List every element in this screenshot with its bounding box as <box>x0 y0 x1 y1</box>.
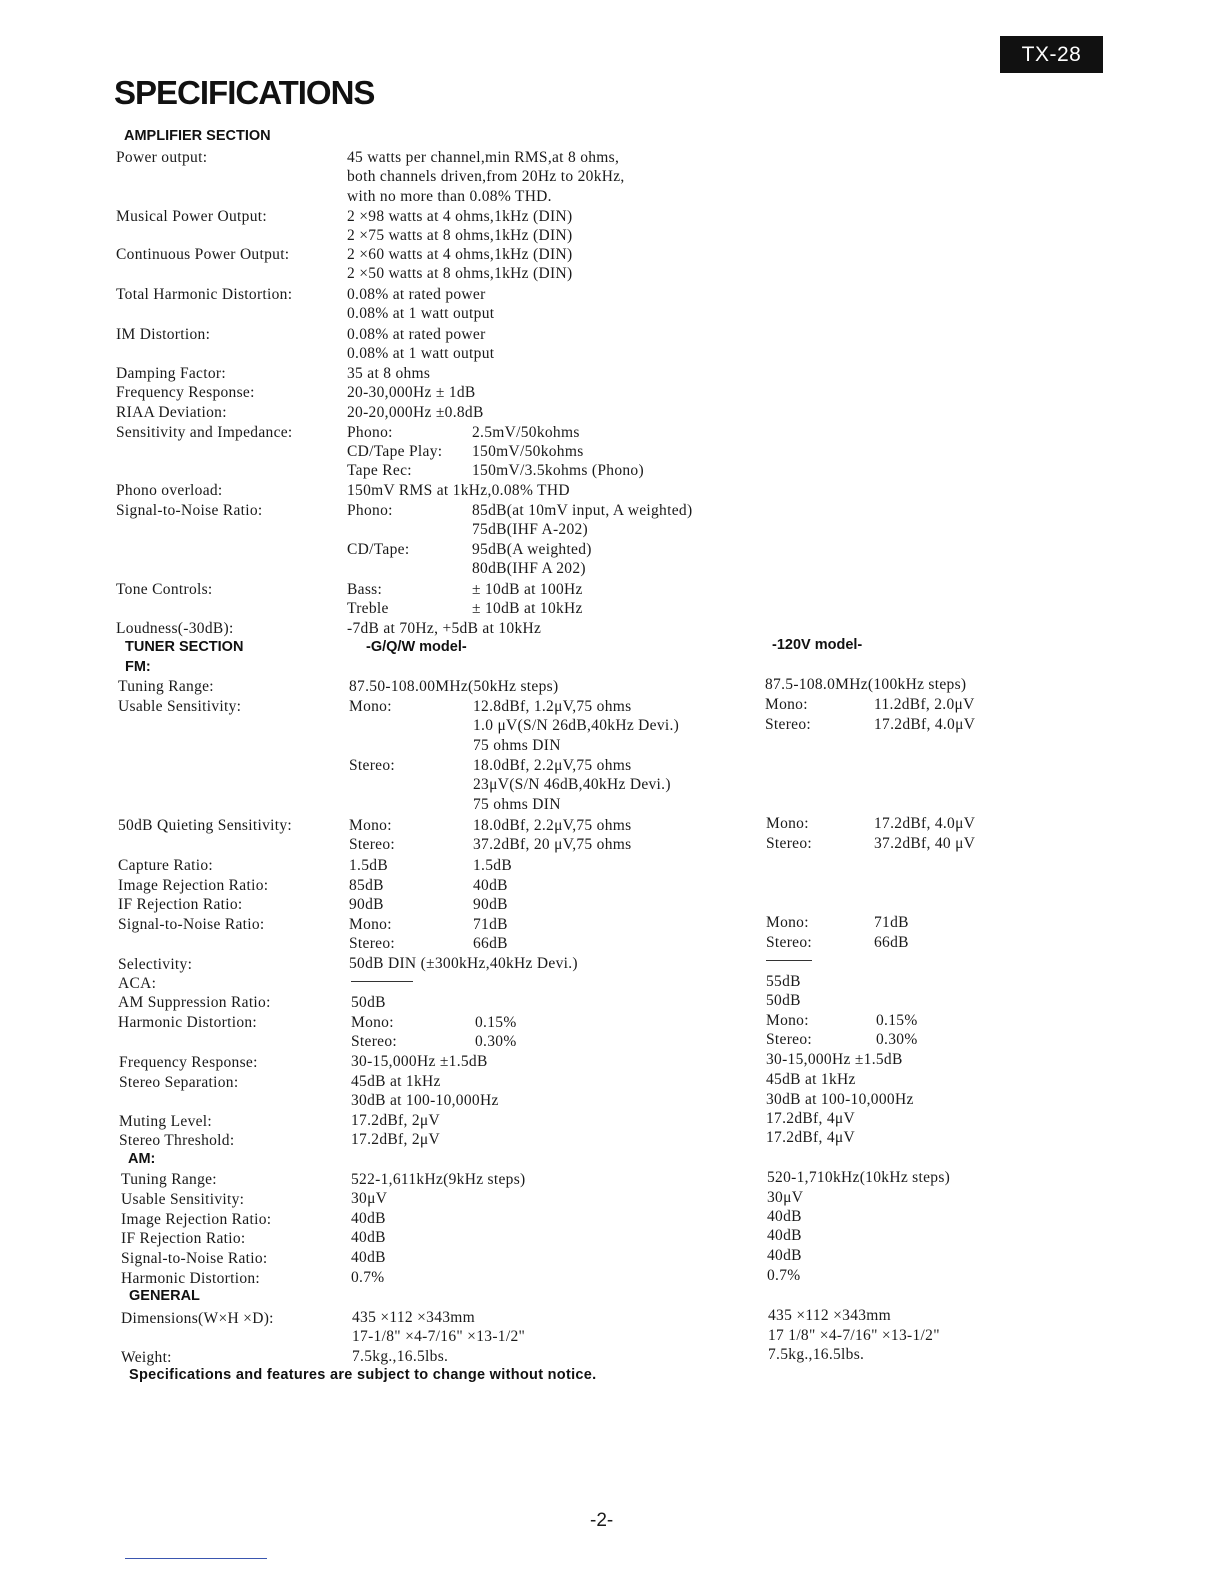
spec-value: 75 ohms DIN <box>473 737 561 754</box>
spec-value: 17-1/8" ×4-7/16" ×13-1/2" <box>352 1328 526 1345</box>
spec-value: 23μV(S/N 46dB,40kHz Devi.) <box>473 776 671 793</box>
spec-value: with no more than 0.08% THD. <box>347 188 552 205</box>
spec-value: 18.0dBf, 2.2μV,75 ohms <box>473 757 632 774</box>
spec-key: Stereo: <box>349 836 396 853</box>
spec-value: 90dB <box>473 896 508 913</box>
spec-label: Tuning Range: <box>121 1171 217 1188</box>
spec-label: Loudness(-30dB): <box>116 620 234 637</box>
spec-value: 17.2dBf, 2μV <box>351 1112 440 1129</box>
spec-value: 45 watts per channel,min RMS,at 8 ohms, <box>347 149 620 166</box>
spec-value: both channels driven,from 20Hz to 20kHz, <box>347 168 625 185</box>
spec-key: Stereo: <box>766 934 813 951</box>
am-heading: AM: <box>128 1151 156 1167</box>
spec-key: Mono: <box>765 696 808 713</box>
spec-label: Harmonic Distortion: <box>121 1270 261 1287</box>
spec-value: 37.2dBf, 40 μV <box>874 835 976 852</box>
model-column-heading: -G/Q/W model- <box>366 639 467 655</box>
spec-key: Mono: <box>766 1012 809 1029</box>
spec-label: Usable Sensitivity: <box>121 1191 245 1208</box>
spec-label: ACA: <box>118 975 157 992</box>
spec-value: 85dB <box>349 877 384 894</box>
spec-value: 150mV/50kohms <box>472 443 584 460</box>
spec-value: 0.7% <box>767 1267 801 1284</box>
spec-key: Stereo: <box>349 935 396 952</box>
spec-label: Frequency Response: <box>119 1054 258 1071</box>
spec-label: Image Rejection Ratio: <box>118 877 269 894</box>
spec-value: 75dB(IHF A-202) <box>472 521 589 538</box>
spec-label: Damping Factor: <box>116 365 226 382</box>
spec-value: 2 ×75 watts at 8 ohms,1kHz (DIN) <box>347 227 573 244</box>
page-title: SPECIFICATIONS <box>114 74 375 111</box>
spec-value: 30μV <box>351 1190 388 1207</box>
spec-key: Phono: <box>347 424 393 441</box>
spec-value: 71dB <box>473 916 508 933</box>
spec-value: ± 10dB at 100Hz <box>472 581 583 598</box>
spec-value: 7.5kg.,16.5lbs. <box>352 1348 449 1365</box>
spec-value: 30-15,000Hz ±1.5dB <box>766 1051 903 1068</box>
spec-label: Total Harmonic Distortion: <box>116 286 293 303</box>
spec-value: 75 ohms DIN <box>473 796 561 813</box>
spec-value: -7dB at 70Hz, +5dB at 10kHz <box>347 620 542 637</box>
spec-value: 37.2dBf, 20 μV,75 ohms <box>473 836 632 853</box>
spec-value: 20-20,000Hz ±0.8dB <box>347 404 484 421</box>
spec-value: 0.30% <box>876 1031 918 1048</box>
spec-value: 71dB <box>874 914 909 931</box>
spec-value: 0.08% at 1 watt output <box>347 305 495 322</box>
empty-value-dash <box>351 981 413 982</box>
spec-label: Stereo Threshold: <box>119 1132 235 1149</box>
spec-value: 85dB(at 10mV input, A weighted) <box>472 502 693 519</box>
spec-value: 1.5dB <box>473 857 512 874</box>
spec-value: 0.30% <box>475 1033 517 1050</box>
spec-key: Stereo: <box>765 716 812 733</box>
spec-value: 17.2dBf, 4μV <box>766 1129 855 1146</box>
spec-value: 87.5-108.0MHz(100kHz steps) <box>765 676 967 693</box>
spec-label: IF Rejection Ratio: <box>121 1230 246 1247</box>
spec-value: 12.8dBf, 1.2μV,75 ohms <box>473 698 632 715</box>
spec-key: Mono: <box>766 914 809 931</box>
spec-value: 7.5kg.,16.5lbs. <box>768 1346 865 1363</box>
spec-value: 35 at 8 ohms <box>347 365 431 382</box>
spec-value: 30-15,000Hz ±1.5dB <box>351 1053 488 1070</box>
spec-label: Weight: <box>121 1349 172 1366</box>
spec-value: 1.0 μV(S/N 26dB,40kHz Devi.) <box>473 717 680 734</box>
spec-key: Stereo: <box>766 1031 813 1048</box>
spec-value: ± 10dB at 10kHz <box>472 600 583 617</box>
fm-heading: FM: <box>125 659 151 675</box>
spec-value: 0.08% at 1 watt output <box>347 345 495 362</box>
spec-value: 17.2dBf, 4μV <box>766 1110 855 1127</box>
model-column-heading: -120V model- <box>772 637 863 653</box>
spec-label: RIAA Deviation: <box>116 404 227 421</box>
spec-value: 40dB <box>351 1249 386 1266</box>
spec-value: 2 ×60 watts at 4 ohms,1kHz (DIN) <box>347 246 573 263</box>
spec-value: 90dB <box>349 896 384 913</box>
spec-value: 50dB <box>351 994 386 1011</box>
spec-value: 95dB(A weighted) <box>472 541 592 558</box>
spec-value: 2 ×50 watts at 8 ohms,1kHz (DIN) <box>347 265 573 282</box>
spec-key: Bass: <box>347 581 383 598</box>
spec-value: 50dB DIN (±300kHz,40kHz Devi.) <box>349 955 578 972</box>
spec-value: 66dB <box>874 934 909 951</box>
empty-value-dash <box>766 960 812 961</box>
general-section-heading: GENERAL <box>129 1288 200 1304</box>
spec-label: Muting Level: <box>119 1113 213 1130</box>
spec-value: 2.5mV/50kohms <box>472 424 580 441</box>
page-number: -2- <box>590 1510 614 1531</box>
spec-value: 150mV/3.5kohms (Phono) <box>472 462 644 479</box>
spec-value: 520-1,710kHz(10kHz steps) <box>767 1169 951 1186</box>
spec-value: 2 ×98 watts at 4 ohms,1kHz (DIN) <box>347 208 573 225</box>
spec-label: Tone Controls: <box>116 581 213 598</box>
spec-value: 1.5dB <box>349 857 388 874</box>
spec-value: 150mV RMS at 1kHz,0.08% THD <box>347 482 570 499</box>
spec-label: Signal-to-Noise Ratio: <box>116 502 263 519</box>
spec-value: 435 ×112 ×343mm <box>768 1307 892 1324</box>
spec-label: Tuning Range: <box>118 678 214 695</box>
spec-label: Usable Sensitivity: <box>118 698 242 715</box>
spec-label: Harmonic Distortion: <box>118 1014 258 1031</box>
spec-value: 17.2dBf, 4.0μV <box>874 716 976 733</box>
spec-key: Mono: <box>351 1014 394 1031</box>
spec-value: 55dB <box>766 973 801 990</box>
spec-label: Signal-to-Noise Ratio: <box>118 916 265 933</box>
spec-label: Phono overload: <box>116 482 223 499</box>
spec-key: Mono: <box>349 698 392 715</box>
tuner-section-heading: TUNER SECTION <box>125 639 244 655</box>
spec-key: Treble <box>347 600 389 617</box>
spec-value: 30dB at 100-10,000Hz <box>351 1092 499 1109</box>
spec-label: AM Suppression Ratio: <box>118 994 271 1011</box>
spec-value: 45dB at 1kHz <box>766 1071 856 1088</box>
spec-label: Stereo Separation: <box>119 1074 239 1091</box>
spec-key: Stereo: <box>349 757 396 774</box>
spec-key: Phono: <box>347 502 393 519</box>
model-badge: TX-28 <box>1000 36 1103 73</box>
spec-key: Mono: <box>766 815 809 832</box>
spec-label: Dimensions(W×H ×D): <box>121 1310 274 1327</box>
spec-value: 0.15% <box>876 1012 918 1029</box>
spec-label: IF Rejection Ratio: <box>118 896 243 913</box>
spec-value: 0.15% <box>475 1014 517 1031</box>
spec-value: 40dB <box>767 1227 802 1244</box>
spec-label: 50dB Quieting Sensitivity: <box>118 817 293 834</box>
spec-key: CD/Tape: <box>347 541 410 558</box>
spec-value: 17.2dBf, 2μV <box>351 1131 440 1148</box>
spec-value: 80dB(IHF A 202) <box>472 560 586 577</box>
spec-label: IM Distortion: <box>116 326 211 343</box>
spec-value: 66dB <box>473 935 508 952</box>
spec-value: 50dB <box>766 992 801 1009</box>
spec-key: Mono: <box>349 916 392 933</box>
spec-value: 17 1/8" ×4-7/16" ×13-1/2" <box>768 1327 940 1344</box>
spec-key: Stereo: <box>766 835 813 852</box>
spec-value: 0.7% <box>351 1269 385 1286</box>
spec-value: 40dB <box>767 1208 802 1225</box>
spec-label: Frequency Response: <box>116 384 255 401</box>
change-notice: Specifications and features are subject to change without notice. <box>129 1367 597 1383</box>
spec-label: Continuous Power Output: <box>116 246 290 263</box>
spec-value: 30dB at 100-10,000Hz <box>766 1091 914 1108</box>
spec-value: 45dB at 1kHz <box>351 1073 441 1090</box>
spec-value: 17.2dBf, 4.0μV <box>874 815 976 832</box>
spec-value: 40dB <box>351 1210 386 1227</box>
spec-value: 40dB <box>473 877 508 894</box>
spec-value: 30μV <box>767 1189 804 1206</box>
spec-label: Power output: <box>116 149 208 166</box>
spec-label: Musical Power Output: <box>116 208 267 225</box>
amplifier-section-heading: AMPLIFIER SECTION <box>124 128 271 144</box>
spec-label: Selectivity: <box>118 956 193 973</box>
spec-value: 87.50-108.00MHz(50kHz steps) <box>349 678 559 695</box>
spec-label: Sensitivity and Impedance: <box>116 424 293 441</box>
spec-label: Capture Ratio: <box>118 857 214 874</box>
spec-key: CD/Tape Play: <box>347 443 443 460</box>
spec-key: Tape Rec: <box>347 462 412 479</box>
spec-value: 18.0dBf, 2.2μV,75 ohms <box>473 817 632 834</box>
spec-value: 40dB <box>767 1247 802 1264</box>
spec-value: 40dB <box>351 1229 386 1246</box>
spec-label: Image Rejection Ratio: <box>121 1211 272 1228</box>
spec-value: 0.08% at rated power <box>347 326 486 343</box>
footer-rule <box>125 1558 267 1559</box>
spec-value: 20-30,000Hz ± 1dB <box>347 384 476 401</box>
spec-value: 522-1,611kHz(9kHz steps) <box>351 1171 526 1188</box>
spec-value: 435 ×112 ×343mm <box>352 1309 476 1326</box>
spec-value: 11.2dBf, 2.0μV <box>874 696 975 713</box>
spec-label: Signal-to-Noise Ratio: <box>121 1250 268 1267</box>
spec-key: Mono: <box>349 817 392 834</box>
spec-key: Stereo: <box>351 1033 398 1050</box>
spec-value: 0.08% at rated power <box>347 286 486 303</box>
